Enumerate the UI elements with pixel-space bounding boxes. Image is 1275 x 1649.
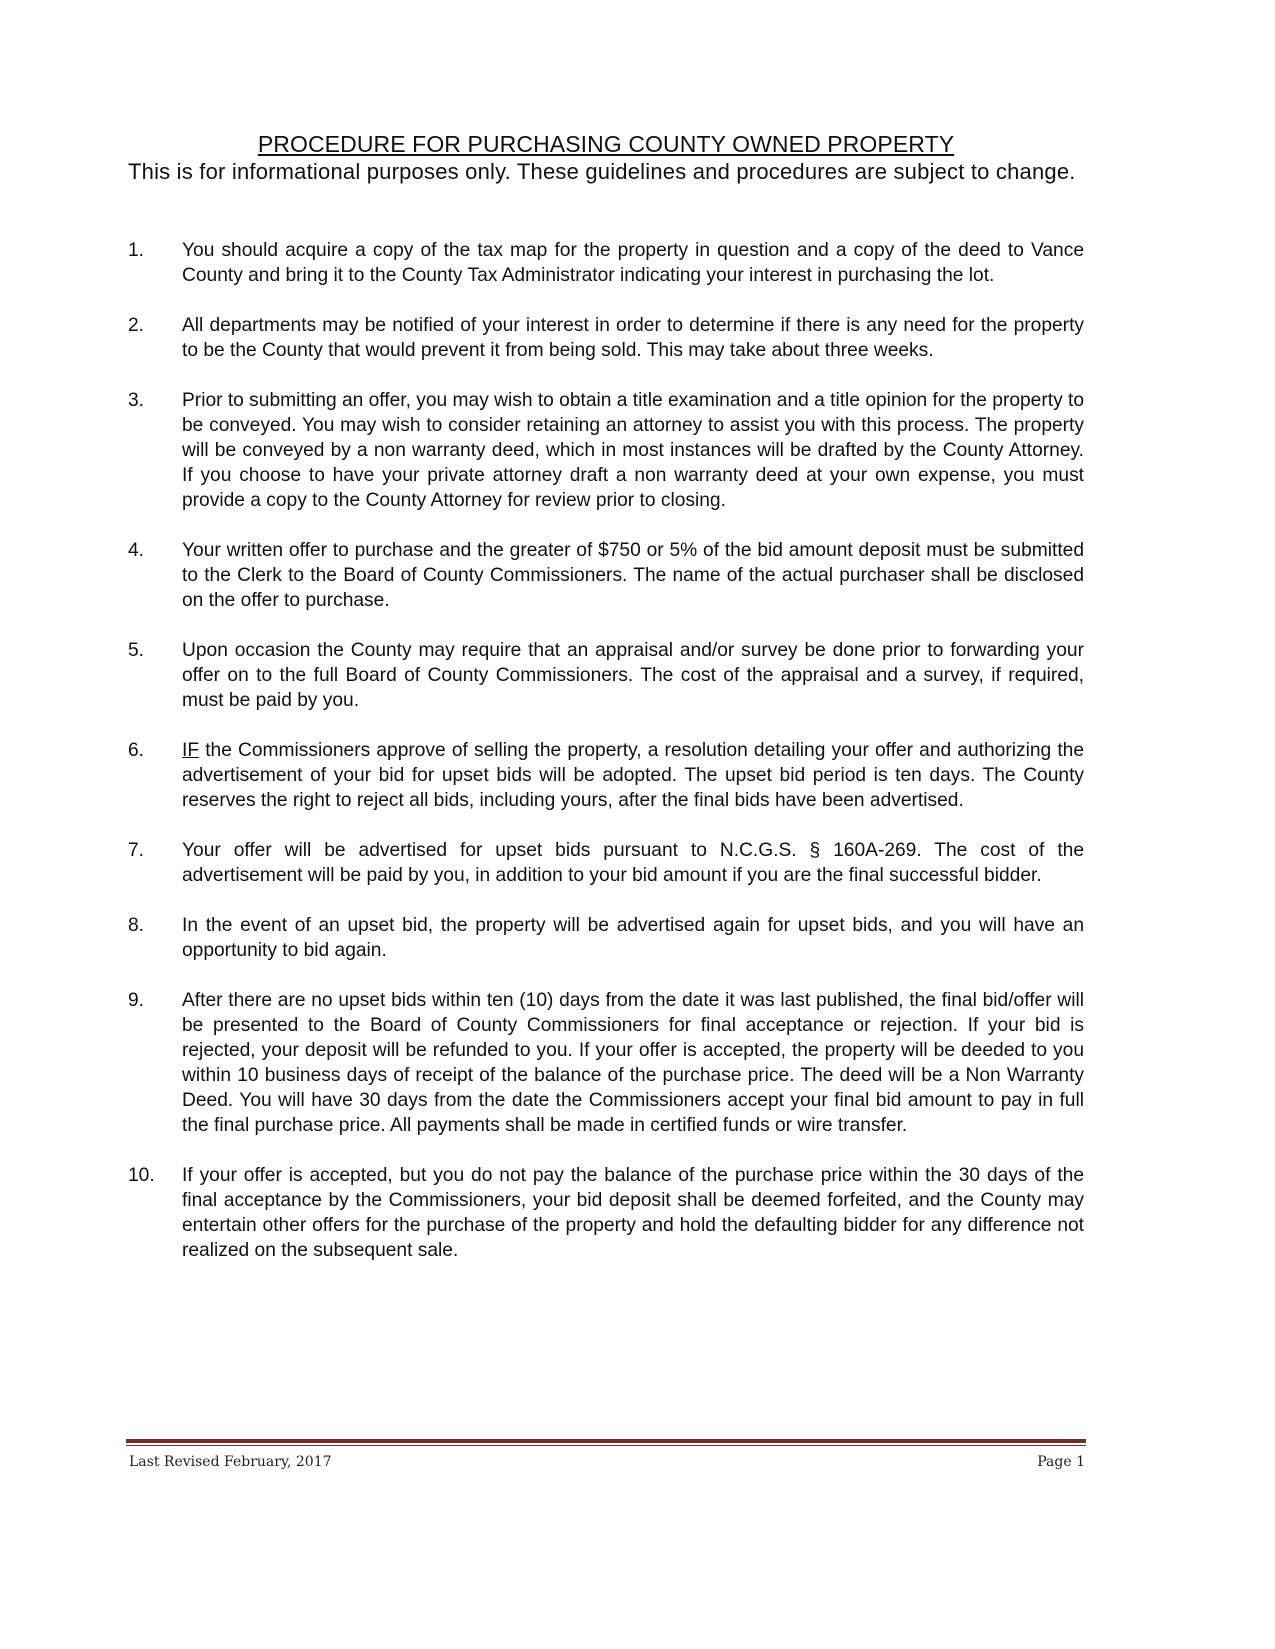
step-text: You should acquire a copy of the tax map for the property in question and a copy of the deed to Vance County and bring it to the County Tax Administrator indicating your interest in purchasing the lot. [182,240,1084,286]
footer-rule-thick [126,1439,1086,1443]
step-number: 9. [128,990,145,1011]
step-text: Prior to submitting an offer, you may wish to obtain a title examination and a title opinion for the property to be conveyed. You may wish to consider retaining an attorney to assist you with this process. The property will be conveyed by a non warranty deed, which in most instances will be drafted by the County Attorney. If you choose to have your private attorney draft a non warranty deed at your own expense, you must provide a copy to the County Attorney for review prior to closing. [182,390,1084,511]
step-text: If your offer is accepted, but you do not pay the balance of the purchase price within the 30 days of the final acceptance by the Commissioners, your bid deposit shall be deemed forfeited, and the County may entertain other offers for the purchase of the property and hold the defaulting bidder for any difference not realized on the subsequent sale. [182,1165,1084,1261]
step-number: 3. [128,390,145,411]
step-number: 6. [128,740,145,761]
procedure-step-1 [128,238,1084,288]
step-text: All departments may be notified of your interest in order to determine if there is any need for the property to be the County that would prevent it from being sold. This may take about three weeks. [182,315,1084,361]
procedure-step-10 [128,1163,1084,1263]
step-number: 7. [128,840,145,861]
procedure-step-3 [128,388,1084,513]
step-number: 2. [128,315,145,336]
procedure-step-6 [128,738,1084,813]
footer-page-number: Page 1 [1037,1454,1085,1470]
procedure-step-4 [128,538,1084,613]
step-text: Upon occasion the County may require that an appraisal and/or survey be done prior to forwarding your offer on to the full Board of County Commissioners. The cost of the appraisal and a survey, if required, must be paid by you. [182,640,1084,711]
step-number: 8. [128,915,145,936]
step-text: After there are no upset bids within ten (10) days from the date it was last published, the final bid/offer will be presented to the Board of County Commissioners for final acceptance or rejection. If your bid is rejected, your deposit will be refunded to you. If your offer is accepted, the property will be deeded to you within 10 business days of receipt of the balance of the purchase price. The deed will be a Non Warranty Deed. You will have 30 days from the date the Commissioners accept your final bid amount to pay in full the final purchase price. All payments shall be made in certified funds or wire transfer. [182,990,1084,1136]
step-text: Your written offer to purchase and the greater of $750 or 5% of the bid amount deposit must be submitted to the Clerk to the Board of County Commissioners. The name of the actual purchaser shall be disclosed on the offer to purchase. [182,540,1084,611]
step-text: In the event of an upset bid, the property will be advertised again for upset bids, and you will have an opportunity to bid again. [182,915,1084,961]
step-number: 10. [128,1165,155,1186]
footer-revised-date: Last Revised February, 2017 [129,1454,332,1470]
procedure-list [128,238,1084,1288]
step-number: 1. [128,240,145,261]
procedure-step-9 [128,988,1084,1138]
step-number: 5. [128,640,145,661]
page-title: PROCEDURE FOR PURCHASING COUNTY OWNED PROPERTY [257,131,955,157]
step-text: the Commissioners approve of selling the property, a resolution detailing your offer and authorizing the advertisement of your bid for upset bids will be adopted. The upset bid period is ten days. The County reserves the right to reject all bids, including yours, after the final bids have been advertised. [182,740,1084,811]
step-emphasis: IF [182,740,200,761]
procedure-step-5 [128,638,1084,713]
procedure-step-7 [128,838,1084,888]
procedure-step-8 [128,913,1084,963]
footer-rule-thin [126,1445,1086,1446]
procedure-step-2 [128,313,1084,363]
step-text: Your offer will be advertised for upset bids pursuant to N.C.G.S. § 160A-269. The cost of the advertisement will be paid by you, in addition to your bid amount if you are the final successful bidder. [182,840,1084,886]
step-number: 4. [128,540,145,561]
intro-paragraph: This is for informational purposes only. These guidelines and procedures are subject to change. [128,159,1076,184]
